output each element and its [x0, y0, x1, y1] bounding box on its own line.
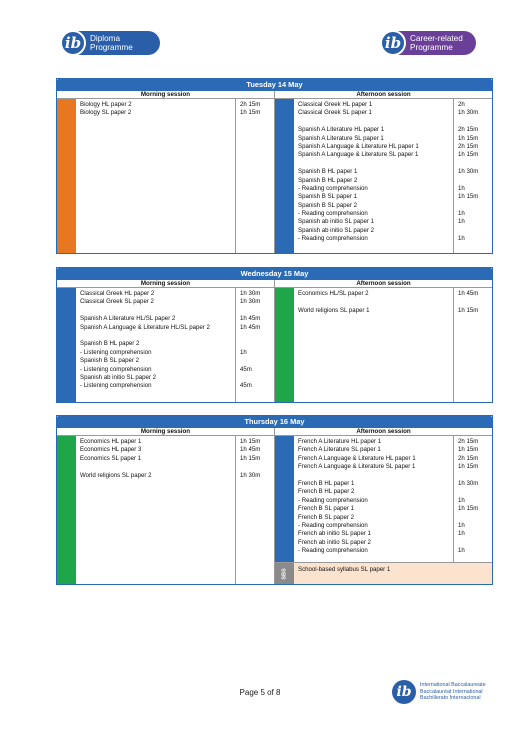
subject-group-bar	[275, 99, 294, 253]
org-name-fr: Baccalauréat International	[420, 688, 483, 695]
exam-duration	[458, 472, 492, 480]
dp-line2: Programme	[90, 43, 133, 52]
morning-subjects	[76, 288, 236, 402]
exam-subject: French B SL paper 2	[298, 513, 355, 521]
exam-subject: French A Literature HL paper 1	[298, 438, 382, 445]
exam-duration: 1h	[458, 547, 465, 555]
exam-subject: Economics HL/SL paper 2	[298, 290, 369, 297]
exam-subject: - Reading comprehension	[298, 547, 368, 555]
diploma-programme-pill	[78, 31, 160, 55]
org-name-en: International Baccalaureate	[420, 682, 486, 689]
exam-duration: 1h 30m	[458, 109, 479, 117]
crp-line2: Programme	[410, 43, 453, 52]
morning-column	[57, 99, 275, 253]
ib-org-names	[420, 682, 486, 702]
sbs-subject: School-based syllabus SL paper 1	[298, 566, 391, 573]
exam-duration: 1h 15m	[458, 463, 479, 471]
crp-line1: Career-related	[410, 34, 463, 43]
exam-duration: 1h 15m	[458, 134, 479, 142]
exam-subject: French ab initio SL paper 2	[298, 538, 371, 546]
sessions-body	[57, 288, 492, 402]
school-based-syllabus-row	[275, 562, 492, 584]
exam-duration	[240, 357, 274, 365]
career-related-programme-logo	[380, 30, 476, 56]
exam-duration	[240, 307, 274, 315]
exam-duration: 45m	[240, 382, 252, 390]
exam-duration: 2h 15m	[240, 101, 261, 108]
exam-duration	[458, 539, 492, 547]
exam-duration	[458, 160, 492, 168]
sessions-body	[57, 436, 492, 584]
day-title: Tuesday 14 May	[56, 78, 493, 91]
exam-subject: Spanish A Literature HL/SL paper 2	[80, 315, 176, 323]
morning-durations	[236, 99, 274, 253]
subject-group-bar	[57, 99, 76, 253]
day-block-wednesday	[56, 267, 493, 403]
exam-duration: 1h	[458, 496, 465, 504]
exam-duration: 1h 45m	[240, 446, 261, 454]
exam-subject: Spanish ab initio SL paper 1	[298, 218, 374, 226]
exam-subject	[80, 307, 235, 315]
exam-subject: World religions SL paper 1	[298, 306, 370, 314]
exam-duration	[458, 488, 492, 496]
exam-subject: Spanish ab initio SL paper 2	[298, 226, 374, 234]
exam-subject: Classical Greek SL paper 1	[298, 109, 372, 117]
exam-subject: - Reading comprehension	[298, 210, 368, 218]
exam-duration: 1h 15m	[458, 193, 479, 201]
exam-subject: French B HL paper 1	[298, 479, 355, 487]
afternoon-column	[275, 99, 492, 253]
exam-subject: French B HL paper 2	[298, 488, 355, 496]
exam-subject: French B SL paper 1	[298, 505, 355, 513]
morning-durations	[236, 436, 274, 584]
exam-duration: 1h 15m	[458, 306, 479, 314]
exam-subject: Spanish B SL paper 2	[298, 201, 358, 209]
ib-footer-logo	[392, 680, 486, 704]
exam-subject: - Listening comprehension	[80, 365, 152, 373]
morning-session-header: Morning session	[57, 280, 275, 287]
session-header-row	[57, 428, 492, 436]
exam-duration	[458, 514, 492, 522]
afternoon-column	[275, 436, 492, 584]
exam-subject	[298, 298, 453, 306]
exam-subject: Spanish A Language & Literature SL paper 1	[298, 151, 419, 159]
exam-subject: Spanish B SL paper 2	[80, 357, 140, 365]
exam-duration: 45m	[240, 365, 252, 373]
exam-duration	[458, 118, 492, 126]
exam-duration: 1h 30m	[458, 479, 479, 487]
diploma-programme-logo	[60, 30, 160, 56]
exam-duration: 1h 15m	[458, 505, 479, 513]
exam-subject: World religions SL paper 2	[80, 471, 152, 479]
exam-subject: - Listening comprehension	[80, 348, 152, 356]
exam-subject: Classical Greek HL paper 1	[298, 101, 373, 108]
exam-duration: 1h	[458, 235, 465, 243]
exam-subject: Biology HL paper 2	[80, 101, 132, 108]
afternoon-session-header: Afternoon session	[356, 280, 411, 287]
afternoon-durations	[454, 288, 492, 402]
exam-subject: Classical Greek SL paper 2	[80, 298, 154, 306]
exam-subject: Classical Greek HL paper 2	[80, 290, 155, 297]
exam-duration: 1h 30m	[240, 290, 261, 297]
exam-duration	[240, 340, 274, 348]
morning-column	[57, 436, 275, 584]
exam-subject: Spanish ab initio SL paper 2	[80, 373, 156, 381]
session-header-row	[57, 91, 492, 99]
ib-logo-icon: ib	[60, 30, 86, 56]
exam-duration	[240, 374, 274, 382]
exam-subject: Biology SL paper 2	[80, 109, 132, 117]
exam-duration: 1h	[458, 210, 465, 218]
exam-duration: 1h 45m	[240, 315, 261, 323]
dp-line1: Diploma	[90, 34, 121, 43]
sbs-tag-label: SBS	[281, 567, 288, 580]
afternoon-subjects	[294, 436, 454, 562]
exam-subject: Spanish B HL paper 2	[298, 176, 358, 184]
exam-duration: 1h 30m	[240, 298, 261, 306]
exam-duration	[458, 177, 492, 185]
exam-subject: - Reading comprehension	[298, 184, 368, 192]
afternoon-durations	[454, 99, 492, 253]
exam-subject: French ab initio SL paper 1	[298, 530, 371, 538]
subject-group-bar	[57, 288, 76, 402]
exam-subject	[80, 463, 235, 471]
afternoon-column	[275, 288, 492, 402]
exam-duration: 1h 45m	[240, 323, 261, 331]
afternoon-session-header: Afternoon session	[356, 428, 411, 435]
exam-subject: Spanish A Literature HL paper 1	[298, 126, 385, 134]
org-name-es: Bachillerato Internacional	[420, 695, 481, 702]
session-header-row	[57, 280, 492, 288]
exam-duration: 1h	[458, 530, 465, 538]
exam-duration: 2h 15m	[458, 126, 479, 134]
exam-duration: 2h 15m	[458, 438, 479, 445]
exam-subject: - Reading comprehension	[298, 235, 368, 243]
exam-subject: French A Literature SL paper 1	[298, 446, 381, 454]
afternoon-session-header: Afternoon session	[356, 91, 411, 98]
exam-duration: 1h	[458, 521, 465, 529]
morning-subjects	[76, 436, 236, 584]
exam-subject: - Reading comprehension	[298, 521, 368, 529]
exam-subject: Spanish B SL paper 1	[298, 193, 358, 201]
exam-subject	[298, 472, 453, 480]
afternoon-durations	[454, 436, 492, 562]
morning-column	[57, 288, 275, 402]
morning-session-header: Morning session	[57, 428, 275, 435]
exam-subject: Economics HL paper 1	[80, 438, 142, 445]
exam-subject: Spanish A Language & Literature HL paper 1	[298, 142, 419, 150]
day-block-tuesday	[56, 78, 493, 254]
exam-subject: - Reading comprehension	[298, 496, 368, 504]
day-title: Wednesday 15 May	[56, 267, 493, 280]
morning-durations	[236, 288, 274, 402]
day-block-thursday	[56, 415, 493, 585]
exam-duration	[458, 202, 492, 210]
exam-subject: Spanish B HL paper 1	[298, 168, 358, 176]
exam-duration: 1h 30m	[458, 168, 479, 176]
exam-subject: Economics HL paper 3	[80, 446, 142, 454]
exam-duration	[458, 227, 492, 235]
exam-duration: 1h 15m	[240, 454, 261, 462]
subject-group-bar	[275, 288, 294, 402]
afternoon-subjects	[294, 288, 454, 402]
exam-duration: 1h 15m	[458, 151, 479, 159]
morning-session-header: Morning session	[57, 91, 275, 98]
ib-logo-icon: ib	[392, 680, 416, 704]
exam-subject: Economics SL paper 1	[80, 454, 142, 462]
afternoon-subjects	[294, 99, 454, 253]
exam-duration: 1h 15m	[240, 438, 261, 445]
exam-subject	[80, 332, 235, 340]
ib-logo-icon: ib	[380, 30, 406, 56]
exam-duration	[240, 332, 274, 340]
exam-duration: 1h 15m	[458, 446, 479, 454]
exam-duration: 1h 15m	[240, 109, 261, 117]
morning-subjects	[76, 99, 236, 253]
exam-duration	[458, 298, 492, 306]
exam-subject: French A Language & Literature HL paper 1	[298, 454, 416, 462]
exam-subject: French A Language & Literature SL paper 1	[298, 463, 416, 471]
page-number: Page 5 of 8	[239, 688, 281, 697]
exam-duration: 1h	[240, 348, 247, 356]
exam-subject	[298, 118, 453, 126]
career-related-programme-pill	[398, 31, 476, 55]
subject-group-bar	[57, 436, 76, 584]
sessions-body	[57, 99, 492, 253]
exam-subject: - Listening comprehension	[80, 382, 152, 390]
exam-duration: 2h 15m	[458, 454, 479, 462]
day-title: Thursday 16 May	[56, 415, 493, 428]
exam-duration: 2h 15m	[458, 142, 479, 150]
sbs-tag	[275, 563, 294, 584]
exam-duration: 1h	[458, 218, 465, 226]
exam-subject	[298, 160, 453, 168]
exam-duration	[240, 463, 274, 471]
exam-duration: 1h 45m	[458, 290, 479, 297]
exam-subject: Spanish B HL paper 2	[80, 340, 140, 348]
subject-group-bar	[275, 436, 294, 562]
exam-subject: Spanish A Literature SL paper 1	[298, 134, 384, 142]
exam-subject: Spanish A Language & Literature HL/SL paper 2	[80, 323, 210, 331]
exam-duration: 1h	[458, 184, 465, 192]
exam-duration: 1h 30m	[240, 471, 261, 479]
exam-duration: 2h	[458, 101, 465, 108]
